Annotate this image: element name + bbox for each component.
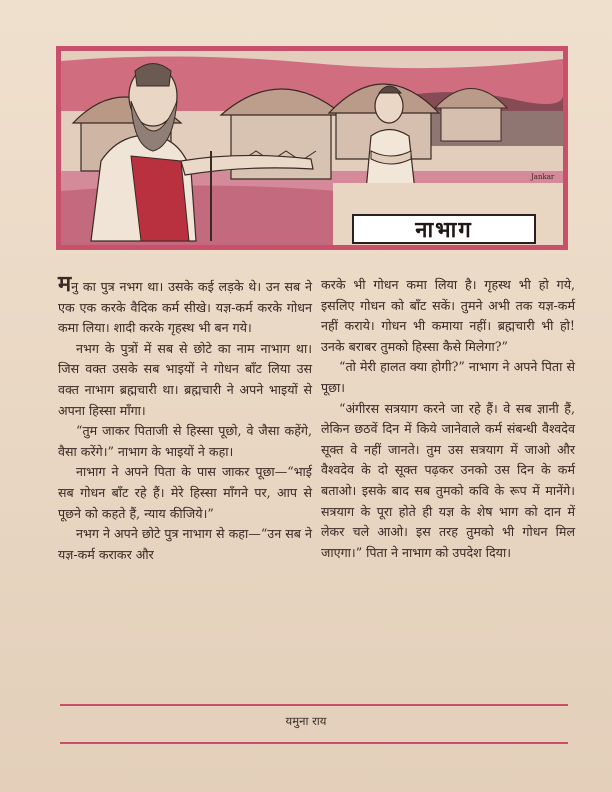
paragraph: “तुम जाकर पिताजी से हिस्सा पूछो, वे जैसा कहेंगे, वैसा करेंगे।” नाभाग के भाइयों ने कहा। [58,423,312,459]
story-title: नाभाग [352,214,536,244]
dropcap: म [58,271,72,297]
author-name: यमुना राय [285,714,327,728]
paragraph: करके भी गोधन कमा लिया है। गृहस्थ भी हो गये, इसलिए गोधन को बाँट सकें। तुमने अभी तक यज्ञ-कर्म नहीं कराये। गोधन भी कमाया नहीं। ब्रह्मचारी भी हो! उनके बराबर तुमको हिस्सा कैसे मिलेगा?” [321,277,575,354]
paragraph: नाभाग ने अपने पिता के पास जाकर पूछा—“भाई सब गोधन बाँट रहे हैं। मेरे हिस्सा माँगने पर, आप से पूछने को कहते हैं, न्याय कीजिये।” [58,464,312,521]
left-column [58,271,312,565]
paragraph: “अंगीरस सत्रयाग करने जा रहे हैं। वे सब ज्ञानी हैं, लेकिन छठवें दिन में किये जानेवाले कर्म संबन्धी वैश्वदेव सूक्त वे नहीं जानते। तुम उस सत्रयाग में जाओ और वैश्वदेव के दो सूक्त पढ़कर उनको उस दिन के कर्म बताओ। इसके बाद सब तुमको कवि के रूप में मानेंगे। सत्रयाग के पूरा होते ही यज्ञ के शेष भाग को दान में लेकर चले आओ। इस तरह तुमको भी गोधन मिल जाएगा।” पिता ने नाभाग को उपदेश दिया। [321,400,575,560]
right-column [321,275,575,563]
paragraph: नभग के पुत्रों में सब से छोटे का नाम नाभाग था। जिस वक्त उसके सब भाइयों ने गोधन बाँट लिया उस वक्त नाभाग ब्रह्मचारी था। ब्रह्मचारी ने अपने भाइयों से अपना हिस्सा माँगा। [58,340,312,418]
footer-top-rule [60,704,568,706]
paragraph: “तो मेरी हालत क्या होगी?” नाभाग ने अपने पिता से पूछा। [321,359,575,395]
paragraph [58,271,312,339]
footer-bottom-rule [60,742,568,744]
paragraph-text: नु का पुत्र नभग था। उसके कई लड़के थे। उन सब ने एक एक करके वैदिक कर्म सीखे। यज्ञ-कर्म करके गोधन कमा लिया। शादी करके गृहस्थ भी बन गये। [58,279,312,336]
artist-signature: Jankar [531,173,555,181]
paragraph: नभग ने अपने छोटे पुत्र नाभाग से कहा—“उन सब ने यज्ञ-कर्म कराकर और [58,526,312,562]
